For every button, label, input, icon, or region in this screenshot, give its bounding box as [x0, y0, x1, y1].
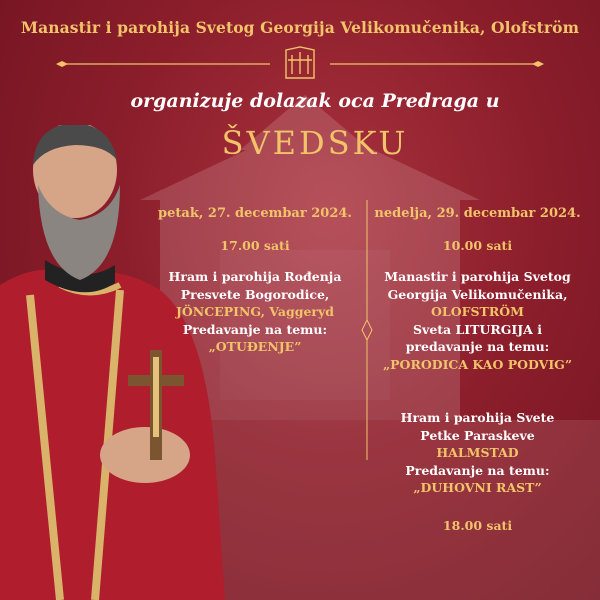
event-venue-line: Hram i parohija Svete: [400, 410, 555, 425]
event-olofstrom: [360, 205, 595, 534]
event-venue-line: Manastir i parohija Svetog: [384, 269, 571, 284]
event-lecture-label: predavanje na temu:: [405, 339, 550, 354]
ornament-divider: [0, 46, 600, 82]
event-date: petak, 27. decembar 2024.: [158, 206, 352, 221]
poster-subtitle: organizuje dolazak oca Predraga u: [130, 90, 500, 112]
poster-title: Manastir i parohija Svetog Georgija Velikomučenika, Olofström: [20, 18, 580, 37]
event-venue-line: Presvete Bogorodice,: [180, 286, 330, 302]
destination-country: ŠVEDSKU: [221, 124, 409, 162]
event-venue-line: Petke Paraskeve: [420, 427, 535, 443]
event-lecture-label: Predavanje na temu:: [405, 462, 550, 478]
event-date: nedelja, 29. decembar 2024.: [374, 206, 581, 221]
event-topic: „OTUĐENJE”: [208, 339, 302, 354]
event-topic: „DUHOVNI RAST”: [413, 480, 542, 495]
event-liturgy-line: Sveta LITURGIJA i: [413, 321, 542, 337]
event-jonceping: [150, 205, 360, 356]
event-time: 17.00 sati: [220, 237, 290, 253]
event-time: 10.00 sati: [442, 237, 513, 253]
event-place: OLOFSTRÖM: [431, 304, 524, 319]
monastery-emblem-icon: [286, 47, 314, 78]
event-venue-line: Georgija Velikomučenika,: [387, 286, 568, 302]
event-time: 18.00 sati: [442, 517, 513, 533]
event-place: JÖNCEPING, Vaggeryd: [176, 304, 334, 319]
priest-portrait: [0, 125, 235, 600]
event-lecture-label: Predavanje na temu:: [182, 321, 328, 337]
event-topic: „PORODICA KAO PODVIG”: [382, 356, 573, 372]
event-place: HALMSTAD: [436, 445, 519, 460]
event-venue-line: Hram i parohija Rođenja: [168, 269, 342, 284]
